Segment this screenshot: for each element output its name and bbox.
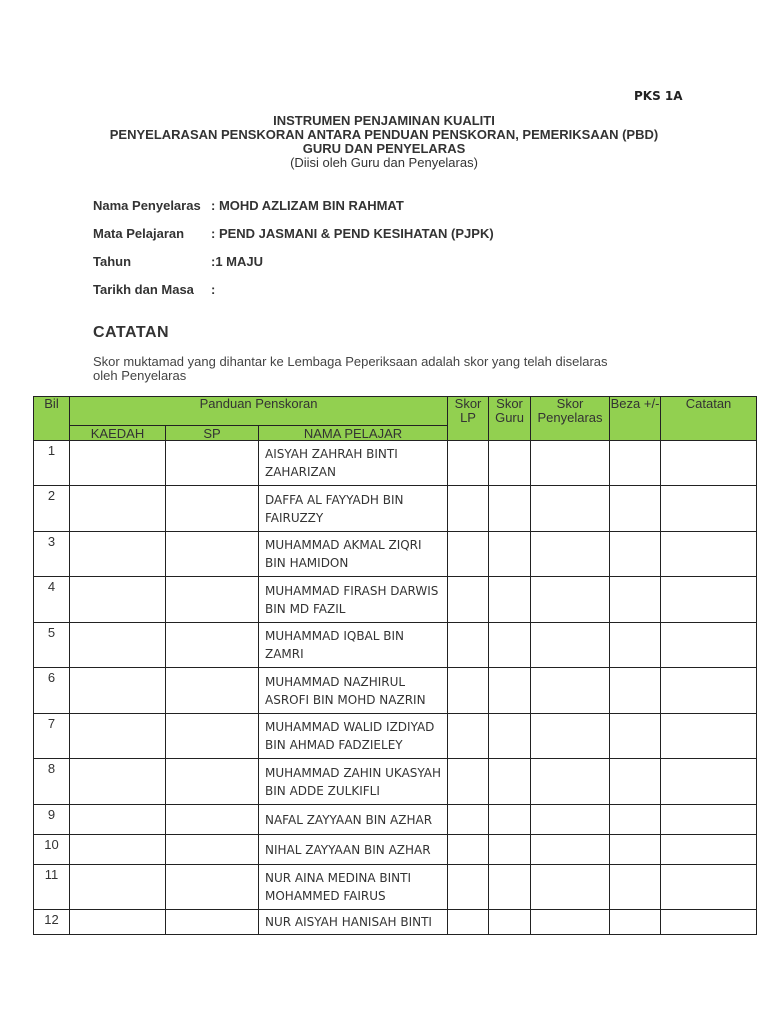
cell-skor-lp [448,835,489,865]
cell-catatan [661,805,757,835]
row-number: 2 [34,486,70,532]
row-number: 10 [34,835,70,865]
table-row [34,532,757,577]
heading-parties: GURU DAN PENYELARAS [302,141,466,156]
cell-skor-guru [489,668,531,714]
info-value: : PEND JASMANI & PEND KESIHATAN (PJPK) [211,226,494,241]
document-code: PKS 1A [634,89,683,103]
student-name: AISYAH ZAHRAH BINTI ZAHARIZAN [259,441,448,486]
cell-skor-guru [489,441,531,486]
cell-skor-penyelaras [531,805,610,835]
cell-skor-guru [489,623,531,668]
cell-skor-lp [448,486,489,532]
info-label: Tarikh dan Masa [93,282,194,297]
cell-kaedah [70,759,166,805]
cell-beza [610,805,661,835]
header-nama-pelajar: NAMA PELAJAR [259,426,448,441]
cell-beza [610,668,661,714]
cell-kaedah [70,441,166,486]
student-name: NUR AINA MEDINA BINTI MOHAMMED FAIRUS [259,865,448,910]
cell-catatan [661,835,757,865]
cell-beza [610,441,661,486]
cell-skor-lp [448,805,489,835]
cell-skor-guru [489,865,531,910]
cell-sp [166,532,259,577]
cell-kaedah [70,805,166,835]
cell-catatan [661,759,757,805]
cell-sp [166,441,259,486]
section-title: CATATAN [93,324,170,341]
table-row [34,441,757,486]
student-name: MUHAMMAD ZAHIN UKASYAH BIN ADDE ZULKIFLI [259,759,448,805]
info-label: Nama Penyelaras [93,198,201,213]
student-name: NIHAL ZAYYAAN BIN AZHAR [259,835,448,865]
cell-skor-penyelaras [531,759,610,805]
table-row [34,623,757,668]
header-catatan: Catatan [661,397,757,441]
student-name: MUHAMMAD NAZHIRUL ASROFI BIN MOHD NAZRIN [259,668,448,714]
table-row [34,910,757,935]
cell-beza [610,759,661,805]
cell-beza [610,835,661,865]
cell-catatan [661,714,757,759]
cell-skor-guru [489,577,531,623]
cell-skor-penyelaras [531,668,610,714]
cell-skor-guru [489,910,531,935]
cell-skor-guru [489,759,531,805]
cell-kaedah [70,486,166,532]
header-panduan: Panduan Penskoran [70,397,448,426]
header-bil: Bil [34,397,70,441]
cell-kaedah [70,835,166,865]
cell-kaedah [70,714,166,759]
cell-kaedah [70,910,166,935]
student-name: MUHAMMAD FIRASH DARWIS BIN MD FAZIL [259,577,448,623]
cell-skor-penyelaras [531,623,610,668]
cell-sp [166,623,259,668]
student-name: NUR AISYAH HANISAH BINTI [259,910,448,935]
document-heading [0,114,768,170]
header-skor-guru: Skor Guru [489,397,531,441]
table-row [34,668,757,714]
cell-catatan [661,486,757,532]
student-name: MUHAMMAD AKMAL ZIQRI BIN HAMIDON [259,532,448,577]
header-kaedah: KAEDAH [70,426,166,441]
cell-skor-lp [448,623,489,668]
cell-catatan [661,668,757,714]
cell-catatan [661,532,757,577]
row-number: 9 [34,805,70,835]
student-name: MUHAMMAD WALID IZDIYAD BIN AHMAD FADZIELEY [259,714,448,759]
cell-skor-guru [489,805,531,835]
cell-skor-lp [448,865,489,910]
cell-skor-guru [489,835,531,865]
table-row [34,714,757,759]
cell-beza [610,577,661,623]
heading-subtitle: PENYELARASAN PENSKORAN ANTARA PENDUAN PENSKORAN, PEMERIKSAAN (PBD) [109,127,659,142]
cell-skor-lp [448,668,489,714]
cell-beza [610,865,661,910]
student-name: DAFFA AL FAYYADH BIN FAIRUZZY [259,486,448,532]
cell-skor-penyelaras [531,486,610,532]
cell-beza [610,714,661,759]
cell-sp [166,668,259,714]
header-skor-penyelaras: Skor Penyelaras [531,397,610,441]
cell-beza [610,532,661,577]
cell-sp [166,865,259,910]
cell-sp [166,805,259,835]
cell-skor-lp [448,759,489,805]
header-beza: Beza +/- [610,397,661,441]
table-row [34,577,757,623]
cell-skor-lp [448,910,489,935]
cell-catatan [661,441,757,486]
cell-skor-penyelaras [531,441,610,486]
cell-catatan [661,910,757,935]
cell-skor-lp [448,532,489,577]
table-row [34,759,757,805]
cell-skor-penyelaras [531,835,610,865]
cell-kaedah [70,668,166,714]
row-number: 11 [34,865,70,910]
cell-sp [166,910,259,935]
cell-sp [166,486,259,532]
row-number: 1 [34,441,70,486]
cell-kaedah [70,577,166,623]
cell-catatan [661,865,757,910]
student-name: NAFAL ZAYYAAN BIN AZHAR [259,805,448,835]
row-number: 12 [34,910,70,935]
table-row [34,865,757,910]
header-skor-lp: Skor LP [448,397,489,441]
cell-skor-penyelaras [531,865,610,910]
table-row [34,486,757,532]
note-text: Skor muktamad yang dihantar ke Lembaga Peperiksaan adalah skor yang telah diselaras oleh Penyelaras [93,354,608,383]
cell-kaedah [70,623,166,668]
info-value: :1 MAJU [211,254,264,269]
row-number: 5 [34,623,70,668]
cell-skor-penyelaras [531,577,610,623]
cell-skor-lp [448,577,489,623]
heading-title: INSTRUMEN PENJAMINAN KUALITI [273,113,495,128]
info-value: : MOHD AZLIZAM BIN RAHMAT [211,198,404,213]
row-number: 3 [34,532,70,577]
student-name: MUHAMMAD IQBAL BIN ZAMRI [259,623,448,668]
cell-skor-guru [489,714,531,759]
row-number: 7 [34,714,70,759]
info-value: : [211,282,216,297]
row-number: 8 [34,759,70,805]
cell-beza [610,486,661,532]
cell-skor-guru [489,532,531,577]
cell-skor-penyelaras [531,714,610,759]
info-label: Mata Pelajaran [93,226,185,241]
cell-skor-penyelaras [531,910,610,935]
info-label: Tahun [93,254,132,269]
cell-kaedah [70,532,166,577]
cell-skor-lp [448,714,489,759]
row-number: 4 [34,577,70,623]
cell-beza [610,910,661,935]
cell-sp [166,577,259,623]
cell-beza [610,623,661,668]
heading-instruction: (Diisi oleh Guru dan Penyelaras) [290,155,478,170]
cell-sp [166,714,259,759]
cell-catatan [661,623,757,668]
cell-sp [166,759,259,805]
cell-sp [166,835,259,865]
cell-skor-lp [448,441,489,486]
cell-skor-penyelaras [531,532,610,577]
header-sp: SP [166,426,259,441]
cell-catatan [661,577,757,623]
table-row [34,835,757,865]
cell-skor-guru [489,486,531,532]
table-row [34,805,757,835]
score-table [33,396,757,935]
row-number: 6 [34,668,70,714]
cell-kaedah [70,865,166,910]
